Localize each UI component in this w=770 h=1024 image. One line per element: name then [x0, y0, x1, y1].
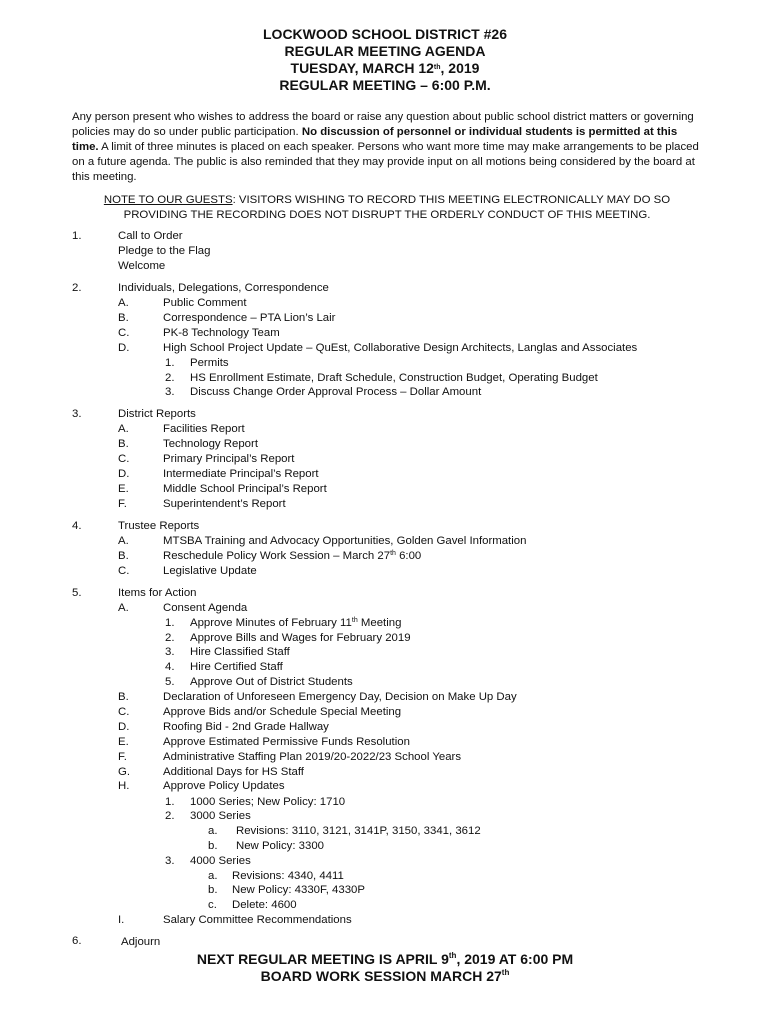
sub-sub-item: Delete: 4600	[232, 899, 297, 911]
agenda-item: Intermediate Principal’s Report	[163, 468, 319, 480]
section-number: 3.	[72, 408, 82, 420]
sub-item-number: 3.	[165, 386, 175, 398]
sub-item: 3000 Series	[190, 810, 251, 822]
sub-sub-item-letter: a.	[208, 870, 218, 882]
sub-item-number: 1.	[165, 796, 175, 808]
item-letter: D.	[118, 342, 130, 354]
item-letter: B.	[118, 691, 129, 703]
agenda-item: Correspondence – PTA Lion’s Lair	[163, 312, 336, 324]
sub-sub-item: New Policy: 3300	[236, 840, 325, 852]
note-label: NOTE TO OUR GUESTS	[103, 194, 233, 206]
sub-item-number: 3.	[165, 646, 175, 658]
agenda-item: Approve Estimated Permissive Funds Resolution	[163, 736, 410, 748]
section-title: Individuals, Delegations, Correspondence	[118, 282, 329, 294]
section-title: Adjourn	[121, 936, 161, 948]
agenda-item: Approve Policy Updates	[163, 780, 285, 792]
meeting-time: REGULAR MEETING – 6:00 P.M.	[279, 77, 491, 93]
agenda-item: Declaration of Unforeseen Emergency Day, Decision on Make Up Day	[163, 691, 517, 703]
agenda-item: Call to Order	[118, 230, 183, 242]
public-participation-notice: Any person present who wishes to address the board or raise any question about public school district matters or governing policies may do so under public participation. No discussion of personnel or individual students is permitted at this time. A limit of three minutes is placed on each speaker. Persons who want more time may make arrangements to be placed on a future agenda. The public is also reminded that they may provide input on all motions being considered by the board at this meeting.	[72, 111, 699, 183]
item-letter: F.	[118, 751, 127, 763]
agenda-item: PK-8 Technology Team	[163, 327, 280, 339]
section-title: District Reports	[118, 408, 196, 420]
item-letter: B.	[118, 438, 129, 450]
item-letter: D.	[118, 721, 130, 733]
meeting-date: TUESDAY, MARCH 12th, 2019	[290, 60, 480, 76]
sub-item: 1000 Series; New Policy: 1710	[190, 796, 346, 808]
agenda-item: High School Project Update – QuEst, Collaborative Design Architects, Langlas and Associates	[163, 342, 638, 354]
item-letter: E.	[118, 483, 129, 495]
item-letter: A.	[118, 423, 129, 435]
agenda-title: REGULAR MEETING AGENDA	[284, 43, 486, 59]
agenda-item: Legislative Update	[163, 565, 257, 577]
item-letter: H.	[118, 780, 130, 792]
sub-item: Hire Classified Staff	[190, 646, 290, 658]
sub-item-number: 3.	[165, 855, 175, 867]
item-letter: F.	[118, 498, 127, 510]
item-letter: A.	[118, 297, 129, 309]
agenda-item: Primary Principal’s Report	[163, 453, 295, 465]
agenda-item: Approve Bids and/or Schedule Special Meeting	[163, 706, 402, 718]
sub-sub-item: Revisions: 3110, 3121, 3141P, 3150, 3341, 3612	[236, 825, 481, 837]
agenda-item: Superintendent’s Report	[163, 498, 286, 510]
recording-note: NOTE TO OUR GUESTS: VISITORS WISHING TO RECORD THIS MEETING ELECTRONICALLY MAY DO SO PROVIDING THE RECORDING DOES NOT DISRUPT THE ORDERLY CONDUCT OF THIS MEETING.	[103, 194, 671, 221]
sub-item: Discuss Change Order Approval Process – Dollar Amount	[190, 386, 482, 398]
item-letter: A.	[118, 602, 129, 614]
sub-item-number: 5.	[165, 676, 175, 688]
sub-item-number: 2.	[165, 632, 175, 644]
agenda-item: Salary Committee Recommendations	[163, 914, 352, 926]
agenda-item: MTSBA Training and Advocacy Opportunities, Golden Gavel Information	[163, 535, 527, 547]
item-letter: D.	[118, 468, 130, 480]
sub-sub-item-letter: a.	[208, 825, 218, 837]
item-letter: G.	[118, 766, 131, 778]
section-number: 4.	[72, 520, 82, 532]
agenda-item: Middle School Principal’s Report	[163, 483, 327, 495]
district-title: LOCKWOOD SCHOOL DISTRICT #26	[263, 26, 507, 42]
agenda-item: Facilities Report	[163, 423, 245, 435]
item-letter: B.	[118, 312, 129, 324]
agenda-item: Consent Agenda	[163, 602, 248, 614]
agenda-item: Technology Report	[163, 438, 258, 450]
sub-item-number: 1.	[165, 357, 175, 369]
next-meeting-notice: NEXT REGULAR MEETING IS APRIL 9th, 2019 AT 6:00 PM	[196, 951, 574, 967]
section-number: 6.	[72, 935, 82, 947]
work-session-notice: BOARD WORK SESSION MARCH 27th	[260, 968, 510, 984]
sub-sub-item: New Policy: 4330F, 4330P	[232, 884, 365, 896]
item-letter: E.	[118, 736, 129, 748]
section-number: 1.	[72, 230, 82, 242]
sub-sub-item-letter: b.	[208, 884, 218, 896]
item-letter: B.	[118, 550, 129, 562]
agenda-item: Public Comment	[163, 297, 247, 309]
agenda-item: Additional Days for HS Staff	[163, 766, 304, 778]
sub-item-number: 2.	[165, 810, 175, 822]
sub-item-number: 2.	[165, 372, 175, 384]
item-letter: C.	[118, 327, 130, 339]
sub-item: 4000 Series	[190, 855, 251, 867]
sub-item-number: 1.	[165, 617, 175, 629]
section-title: Items for Action	[118, 587, 197, 599]
sub-item: Permits	[190, 357, 229, 369]
item-letter: C.	[118, 706, 130, 718]
item-letter: C.	[118, 453, 130, 465]
section-title: Trustee Reports	[118, 520, 200, 532]
agenda-item: Administrative Staffing Plan 2019/20-2022/23 School Years	[163, 751, 462, 763]
sub-sub-item-letter: b.	[208, 840, 218, 852]
agenda-item: Welcome	[118, 260, 166, 272]
participation-restriction: No discussion of personnel or individual students is permitted at this time.	[72, 126, 678, 153]
agenda-item: Pledge to the Flag	[118, 245, 211, 257]
item-letter: C.	[118, 565, 130, 577]
sub-item-number: 4.	[165, 661, 175, 673]
sub-sub-item: Revisions: 4340, 4411	[232, 870, 344, 882]
section-number: 2.	[72, 282, 82, 294]
sub-item: Approve Out of District Students	[190, 676, 353, 688]
sub-item: Hire Certified Staff	[190, 661, 283, 673]
item-letter: I.	[118, 914, 125, 926]
sub-sub-item-letter: c.	[208, 899, 217, 911]
sub-item: HS Enrollment Estimate, Draft Schedule, Construction Budget, Operating Budget	[190, 372, 598, 384]
sub-item: Approve Bills and Wages for February 2019	[190, 632, 411, 644]
section-number: 5.	[72, 587, 82, 599]
sub-item: Approve Minutes of February 11th Meeting	[190, 617, 402, 629]
item-letter: A.	[118, 535, 129, 547]
agenda-item: Reschedule Policy Work Session – March 27th 6:00	[163, 550, 422, 562]
agenda-item: Roofing Bid - 2nd Grade Hallway	[163, 721, 329, 733]
